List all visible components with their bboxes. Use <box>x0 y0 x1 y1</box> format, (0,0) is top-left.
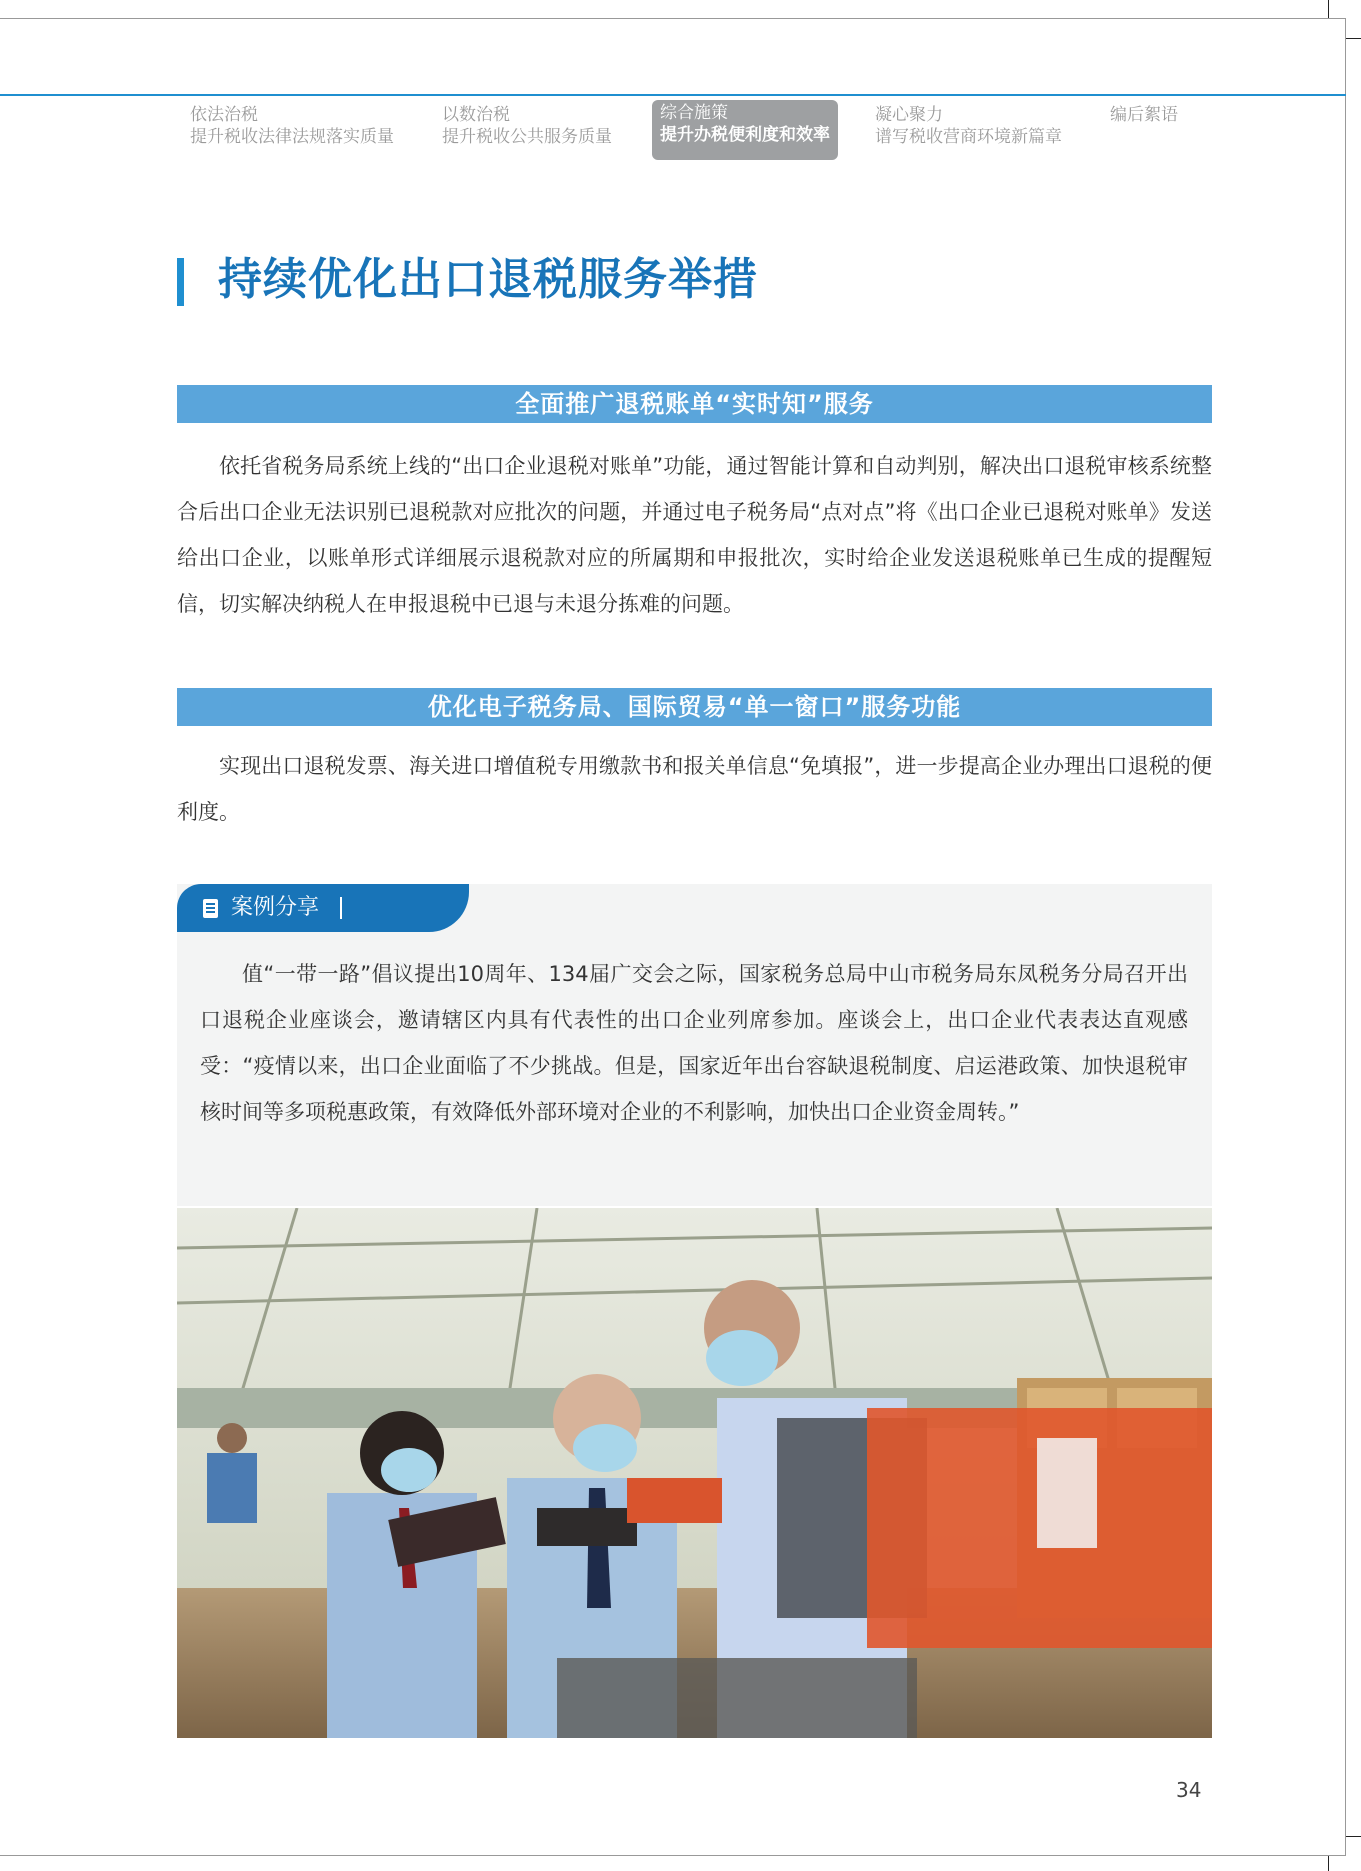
page-title: 持续优化出口退税服务举措 <box>218 254 758 305</box>
section-paragraph: 依托省税务局系统上线的“出口企业退税对账单”功能，通过智能计算和自动判别，解决出口退税审核系统整合后出口企业无法识别已退税款对应批次的问题，并通过电子税务局“点对点”将《出口企业已退税对账单》发送给出口企业，以账单形式详细展示退税款对应的所属期和申报批次，实时给企业发送退税账单已生成的提醒短信，切实解决纳税人在申报退税中已退与未退分拣难的问题。 <box>177 454 1212 616</box>
factory-photo <box>177 1208 1212 1738</box>
case-label: 案例分享 <box>231 895 320 920</box>
header-rule <box>0 94 1346 96</box>
nav-item-title: 综合施策 <box>660 103 728 123</box>
nav-item-law[interactable] <box>190 104 394 154</box>
section-heading: 全面推广退税账单“实时知”服务 <box>177 385 1212 423</box>
crop-mark <box>1346 1836 1361 1837</box>
crop-mark <box>1328 0 1329 18</box>
document-icon <box>203 899 218 918</box>
section-paragraph: 实现出口退税发票、海关进口增值税专用缴款书和报关单信息“免填报”，进一步提高企业办理出口退税的便利度。 <box>177 754 1212 824</box>
crop-mark <box>1328 1856 1329 1871</box>
page-number: 34 <box>1176 1778 1202 1802</box>
nav-item-subtitle: 提升税收法律法规落实质量 <box>190 127 394 147</box>
case-tab <box>177 884 469 932</box>
title-accent-bar <box>177 258 184 306</box>
crop-mark <box>1346 38 1361 39</box>
nav-item-afterword[interactable] <box>1110 104 1178 154</box>
nav-item-title: 凝心聚力 <box>875 105 943 125</box>
nav-item-subtitle: 提升税收公共服务质量 <box>442 127 612 147</box>
nav-item-measures[interactable] <box>652 100 838 160</box>
nav-item-title: 以数治税 <box>442 105 510 125</box>
nav-item-unity[interactable] <box>875 104 1062 154</box>
case-divider <box>340 897 342 919</box>
nav-item-data[interactable] <box>442 104 612 154</box>
nav-item-title: 编后絮语 <box>1110 105 1178 125</box>
case-paragraph: 值“一带一路”倡议提出10周年、134届广交会之际，国家税务总局中山市税务局东凤税务分局召开出口退税企业座谈会，邀请辖区内具有代表性的出口企业列席参加。座谈会上，出口企业代表表达直观感受：“疫情以来，出口企业面临了不少挑战。但是，国家近年出台容缺退税制度、启运港政策、加快退税审核时间等多项税惠政策，有效降低外部环境对企业的不利影响，加快出口企业资金周转。” <box>200 962 1188 1124</box>
nav-item-subtitle: 谱写税收营商环境新篇章 <box>875 127 1062 147</box>
nav-item-subtitle: 提升办税便利度和效率 <box>660 125 830 145</box>
section-heading: 优化电子税务局、国际贸易“单一窗口”服务功能 <box>177 688 1212 726</box>
nav-item-title: 依法治税 <box>190 105 258 125</box>
